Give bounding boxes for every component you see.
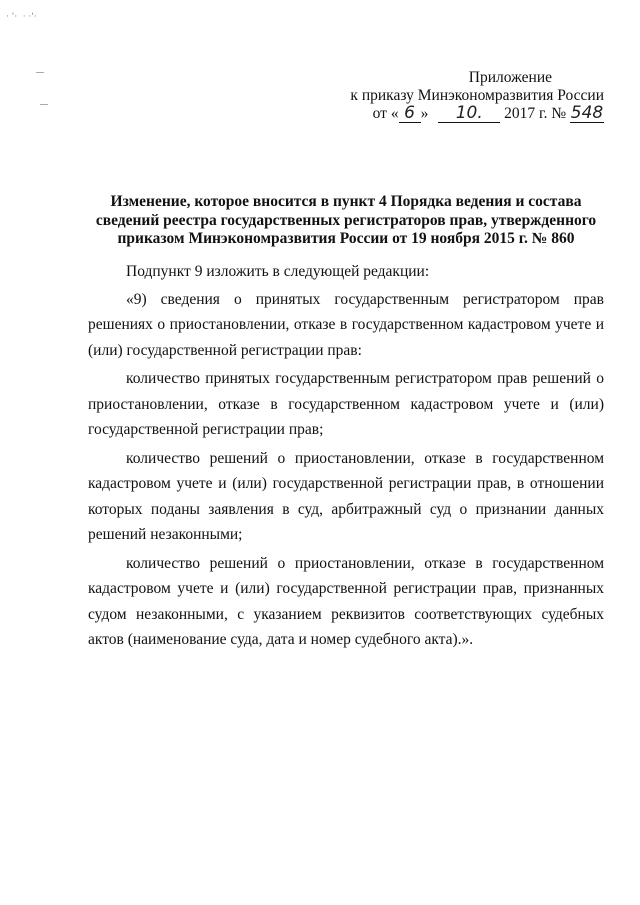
date-mid: » bbox=[420, 105, 429, 122]
paragraph: количество принятых государственным регистратором прав решений о приостановлении, отказе в государственном кадастровом учете и (или) государственной регистрации прав; bbox=[88, 370, 604, 438]
day-value: 6 bbox=[404, 103, 415, 123]
margin-tick bbox=[40, 104, 48, 105]
document-body bbox=[88, 259, 604, 656]
date-prefix: от « bbox=[372, 105, 399, 122]
number-value: 548 bbox=[570, 103, 604, 123]
number-field bbox=[570, 103, 604, 123]
margin-tick bbox=[36, 72, 44, 73]
month-value: 10. bbox=[455, 103, 483, 123]
appendix-date-line bbox=[350, 105, 604, 123]
year-label: 2017 г. № bbox=[504, 105, 567, 122]
document-title: Изменение, которое вносится в пункт 4 Порядка ведения и состава сведений реестра государственных регистраторов прав, утвержденного приказом Минэкономразвития России от 19 ноября 2015 г. № 860 bbox=[95, 193, 597, 247]
scan-artifact: · '· · ·'· bbox=[6, 12, 37, 22]
day-field bbox=[399, 103, 421, 123]
month-field bbox=[438, 103, 500, 123]
paragraph-intro: Подпункт 9 изложить в следующей редакции: bbox=[126, 263, 430, 280]
paragraph: «9) сведения о принятых государственным регистратором прав решениях о приостановлении, отказе в государственном кадастровом учете и (или) государственной регистрации прав: bbox=[88, 290, 604, 359]
appendix-label: Приложение bbox=[468, 69, 552, 86]
paragraph: количество решений о приостановлении, отказе в государственном кадастровом учете и (или) государственной регистрации прав, в отношении которых поданы заявления в суд, арбитражный суд о признании данных решений незаконными; bbox=[88, 449, 604, 543]
paragraph: количество решений о приостановлении, отказе в государственном кадастровом учете и (или) государственной регистрации прав, признанных судом незаконными, с указанием реквизитов соответствующих судебных актов (наименование суда, дата и номер судебного акта).». bbox=[88, 554, 604, 648]
appendix-order-ref: к приказу Минэкономразвития России bbox=[350, 87, 604, 104]
appendix-block bbox=[350, 69, 604, 123]
